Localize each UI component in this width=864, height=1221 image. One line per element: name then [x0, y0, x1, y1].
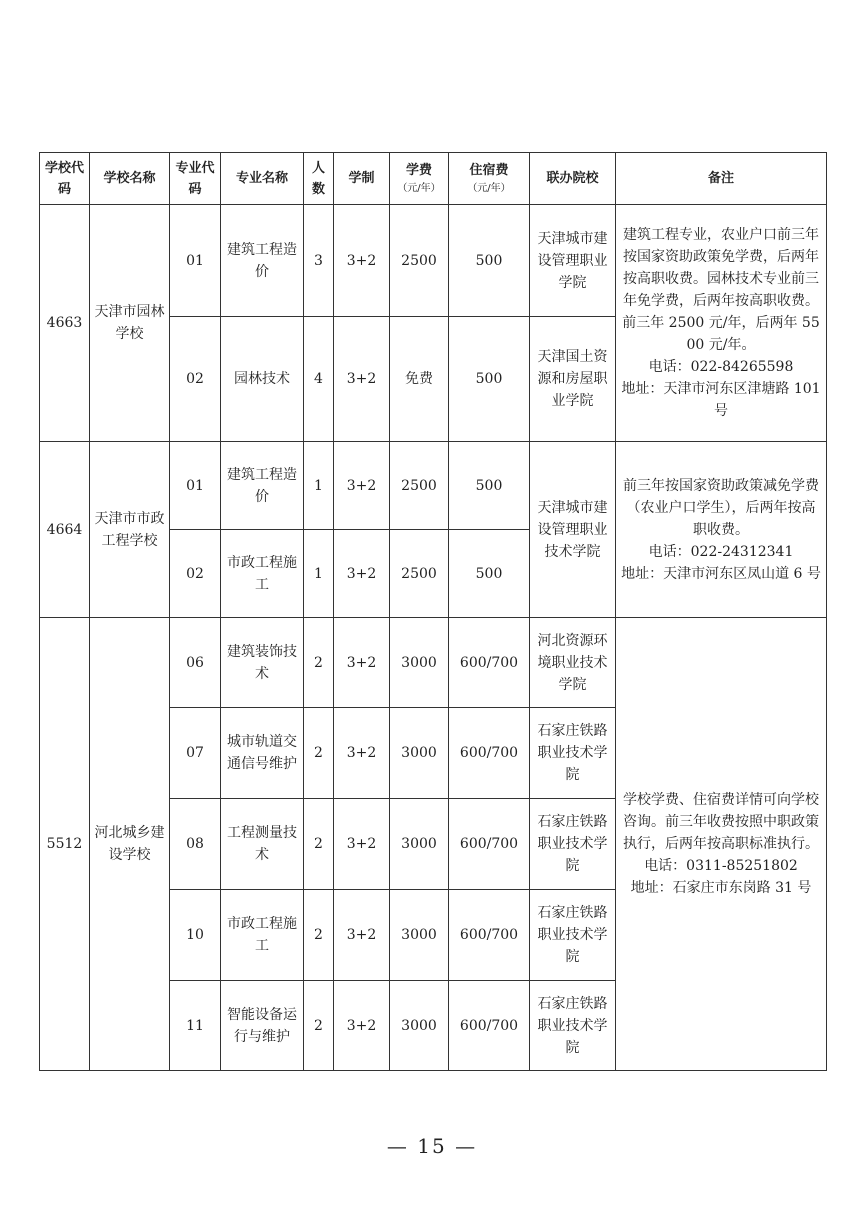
count-cell: 1	[304, 442, 334, 530]
lodging-cell: 500	[449, 530, 530, 618]
system-cell: 3+2	[334, 981, 390, 1071]
system-cell: 3+2	[334, 317, 390, 442]
header-tuition-label: 学费	[405, 163, 432, 178]
school-name-cell: 天津市园林学校	[90, 205, 170, 442]
partner-cell: 石家庄铁路职业技术学院	[530, 890, 616, 981]
major-code-cell: 02	[170, 317, 221, 442]
header-tuition	[390, 153, 449, 205]
header-major-code: 专业代码	[170, 153, 221, 205]
lodging-cell: 500	[449, 442, 530, 530]
count-cell: 2	[304, 890, 334, 981]
tuition-cell: 2500	[390, 530, 449, 618]
count-cell: 2	[304, 618, 334, 708]
partner-cell: 石家庄铁路职业技术学院	[530, 708, 616, 799]
major-name-cell: 建筑工程造价	[221, 205, 304, 317]
major-code-cell: 06	[170, 618, 221, 708]
major-name-cell: 建筑装饰技术	[221, 618, 304, 708]
lodging-cell: 600/700	[449, 799, 530, 890]
header-school-code: 学校代码	[40, 153, 90, 205]
lodging-cell: 600/700	[449, 708, 530, 799]
partner-cell: 天津城市建设管理职业学院	[530, 205, 616, 317]
remark-address: 地址：天津市河东区津塘路 101 号	[621, 381, 821, 419]
system-cell: 3+2	[334, 530, 390, 618]
school-name-cell: 河北城乡建设学校	[90, 618, 170, 1071]
count-cell: 4	[304, 317, 334, 442]
tuition-cell: 3000	[390, 708, 449, 799]
header-row	[40, 153, 827, 205]
system-cell: 3+2	[334, 890, 390, 981]
header-school-name: 学校名称	[90, 153, 170, 205]
header-count: 人数	[304, 153, 334, 205]
school-code-cell: 5512	[40, 618, 90, 1071]
header-system: 学制	[334, 153, 390, 205]
system-cell: 3+2	[334, 618, 390, 708]
tuition-cell: 3000	[390, 981, 449, 1071]
remark-address: 地址：天津市河东区凤山道 6 号	[621, 565, 821, 582]
school-name-cell: 天津市市政工程学校	[90, 442, 170, 618]
major-code-cell: 10	[170, 890, 221, 981]
major-name-cell: 智能设备运行与维护	[221, 981, 304, 1071]
system-cell: 3+2	[334, 799, 390, 890]
partner-cell: 天津城市建设管理职业技术学院	[530, 442, 616, 618]
header-major-name: 专业名称	[221, 153, 304, 205]
partner-cell: 天津国土资源和房屋职业学院	[530, 317, 616, 442]
major-code-cell: 01	[170, 205, 221, 317]
table-row	[40, 618, 827, 708]
header-tuition-unit: （元/年）	[397, 183, 441, 194]
page-number: — 15 —	[386, 1134, 478, 1158]
count-cell: 2	[304, 799, 334, 890]
remark-line: 学校学费、住宿费详情可向学校咨询。前三年收费按照中职政策执行，后两年按高职标准执行。	[623, 792, 819, 852]
tuition-cell: 2500	[390, 205, 449, 317]
remarks-cell	[616, 442, 827, 618]
major-code-cell: 07	[170, 708, 221, 799]
remark-line: 前三年按国家资助政策减免学费（农业户口学生），后两年按高职收费。	[623, 477, 819, 538]
tuition-cell: 3000	[390, 618, 449, 708]
table-row	[40, 442, 827, 530]
lodging-cell: 600/700	[449, 618, 530, 708]
major-name-cell: 市政工程施工	[221, 890, 304, 981]
remarks-cell	[616, 205, 827, 442]
lodging-cell: 600/700	[449, 890, 530, 981]
major-code-cell: 02	[170, 530, 221, 618]
tuition-cell: 免费	[390, 317, 449, 442]
school-code-cell: 4664	[40, 442, 90, 618]
remark-phone: 电话：022-84265598	[648, 359, 794, 375]
major-name-cell: 市政工程施工	[221, 530, 304, 618]
table-row	[40, 205, 827, 317]
remark-line: 前三年 2500 元/年，后两年 5500 元/年。	[622, 315, 820, 353]
tuition-cell: 3000	[390, 799, 449, 890]
lodging-cell: 500	[449, 317, 530, 442]
remarks-cell	[616, 618, 827, 1071]
partner-cell: 石家庄铁路职业技术学院	[530, 981, 616, 1071]
lodging-cell: 600/700	[449, 981, 530, 1071]
header-remarks: 备注	[616, 153, 827, 205]
count-cell: 3	[304, 205, 334, 317]
count-cell: 2	[304, 708, 334, 799]
tuition-cell: 3000	[390, 890, 449, 981]
tuition-cell: 2500	[390, 442, 449, 530]
major-name-cell: 园林技术	[221, 317, 304, 442]
school-code-cell: 4663	[40, 205, 90, 442]
header-lodging-label: 住宿费	[469, 163, 509, 178]
major-name-cell: 城市轨道交通信号维护	[221, 708, 304, 799]
count-cell: 1	[304, 530, 334, 618]
major-code-cell: 08	[170, 799, 221, 890]
system-cell: 3+2	[334, 205, 390, 317]
lodging-cell: 500	[449, 205, 530, 317]
partner-cell: 河北资源环境职业技术学院	[530, 618, 616, 708]
remark-address: 地址：石家庄市东岗路 31 号	[630, 880, 812, 896]
partner-cell: 石家庄铁路职业技术学院	[530, 799, 616, 890]
remark-line: 建筑工程专业，农业户口前三年按国家资助政策免学费，后两年按高职收费。园林技术专业前三年免学费，后两年按高职收费。	[623, 227, 819, 309]
header-lodging-unit: （元/年）	[467, 183, 511, 194]
major-code-cell: 11	[170, 981, 221, 1071]
major-code-cell: 01	[170, 442, 221, 530]
system-cell: 3+2	[334, 442, 390, 530]
header-partner: 联办院校	[530, 153, 616, 205]
header-lodging	[449, 153, 530, 205]
system-cell: 3+2	[334, 708, 390, 799]
count-cell: 2	[304, 981, 334, 1071]
remark-phone: 电话：022-24312341	[648, 543, 794, 560]
major-name-cell: 建筑工程造价	[221, 442, 304, 530]
remark-phone: 电话：0311-85251802	[644, 858, 798, 874]
admission-table	[39, 152, 827, 1071]
major-name-cell: 工程测量技术	[221, 799, 304, 890]
